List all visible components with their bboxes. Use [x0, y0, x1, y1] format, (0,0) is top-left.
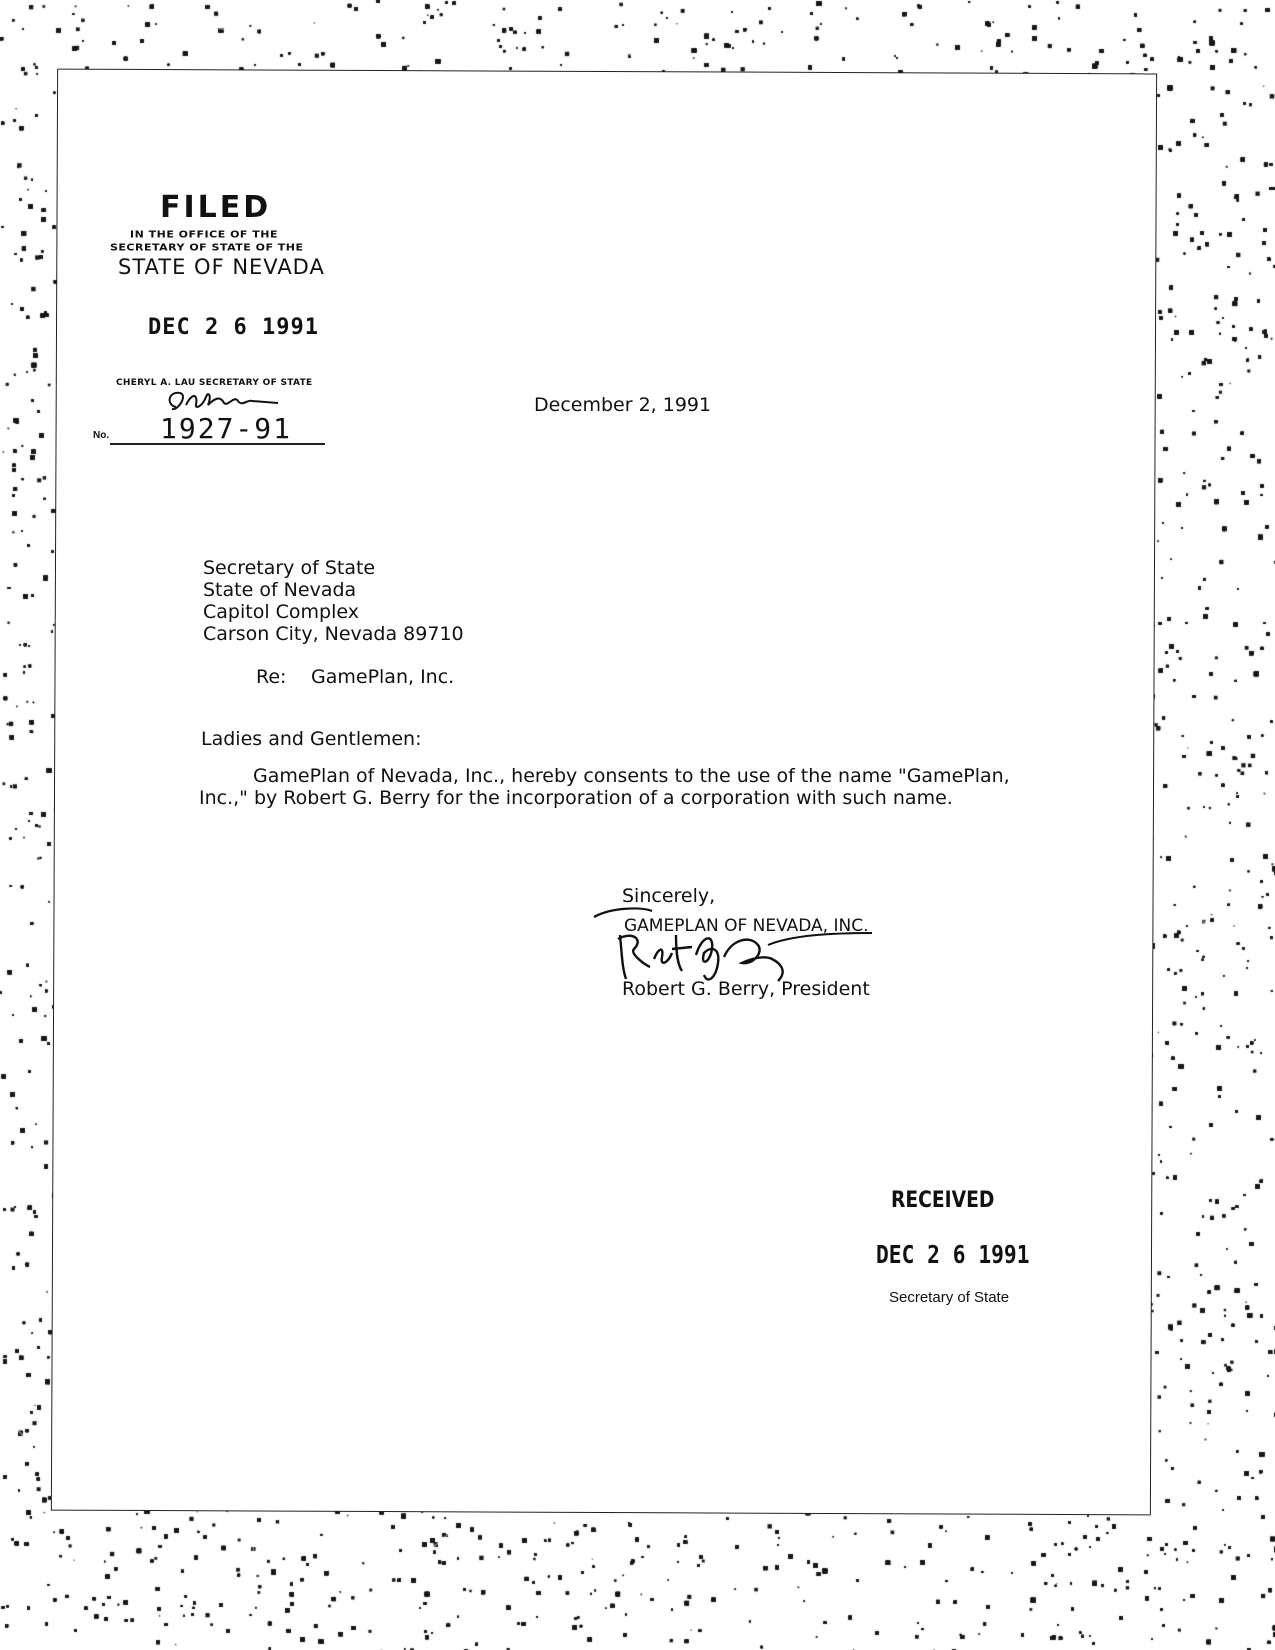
salutation: Ladies and Gentlemen: — [201, 728, 422, 750]
company-name: GAMEPLAN OF NEVADA, INC. — [624, 916, 869, 936]
filed-stamp-date: DEC 2 6 1991 — [148, 315, 319, 340]
body-line: Inc.," by Robert G. Berry for the incorporation of a corporation with such name. — [199, 787, 953, 809]
filed-stamp-officer: CHERYL A. LAU SECRETARY OF STATE — [116, 378, 313, 388]
received-stamp-date: DEC 2 6 1991 — [876, 1240, 1030, 1269]
closing: Sincerely, — [622, 885, 716, 907]
filed-stamp-secretary-line: SECRETARY OF STATE OF THE — [110, 241, 304, 254]
filed-stamp-file-number: 1927-91 — [160, 412, 293, 445]
filed-stamp-office-line: IN THE OFFICE OF THE — [130, 228, 278, 241]
address-line: State of Nevada — [203, 579, 357, 601]
address-line: Carson City, Nevada 89710 — [203, 623, 464, 645]
address-line: Secretary of State — [203, 557, 376, 579]
filed-stamp-number-label: No. — [93, 430, 110, 441]
letter-date: December 2, 1991 — [534, 394, 712, 416]
filed-stamp-title: FILED — [160, 190, 272, 225]
received-stamp-office: Secretary of State — [889, 1289, 1010, 1306]
signer-name-title: Robert G. Berry, President — [622, 978, 870, 1000]
re-label: Re: — [256, 666, 287, 688]
body-line: GamePlan of Nevada, Inc., hereby consents to the use of the name "GamePlan, — [253, 765, 1010, 787]
filed-stamp-state: STATE OF NEVADA — [118, 255, 325, 279]
received-stamp-title: RECEIVED — [891, 1188, 995, 1213]
re-subject: GamePlan, Inc. — [311, 666, 455, 688]
address-line: Capitol Complex — [203, 601, 359, 623]
